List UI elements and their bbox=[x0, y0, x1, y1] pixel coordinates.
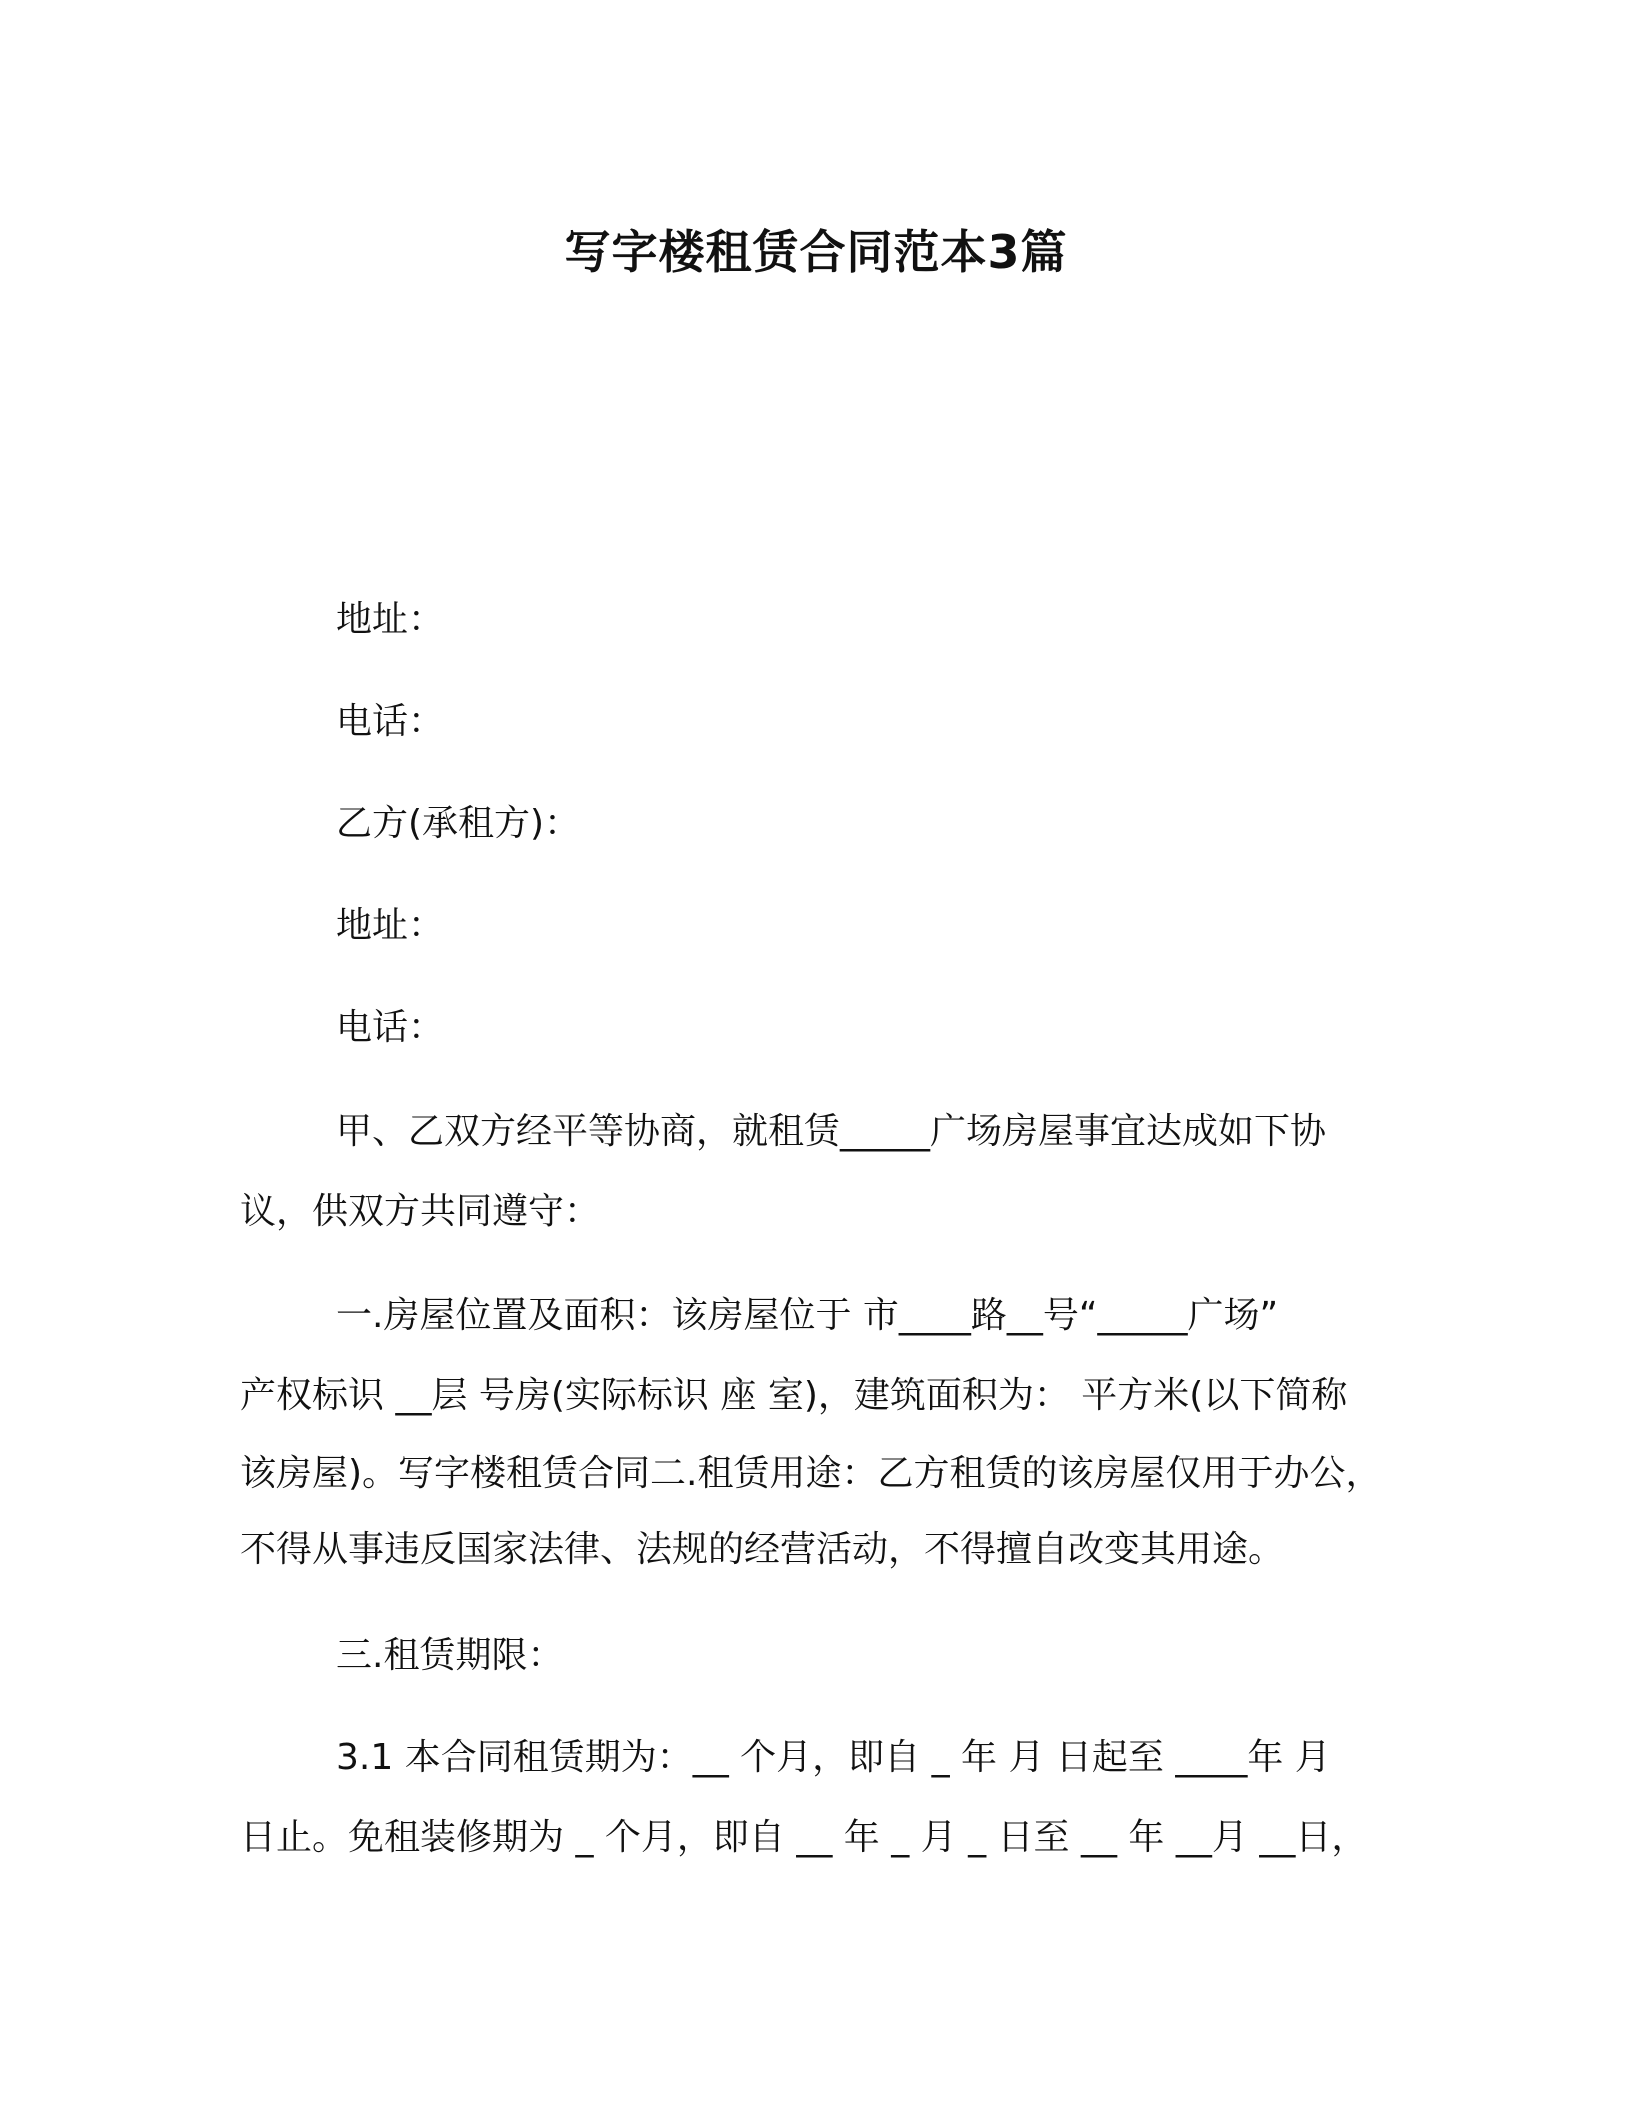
address-line-lessor: 地址： bbox=[336, 599, 445, 640]
agreement-intro-line-1: 甲、乙双方经平等协商，就租赁_____广场房屋事宜达成如下协 bbox=[336, 1111, 1327, 1152]
clause-1-line-3: 该房屋)。写字楼租赁合同二.租赁用途：乙方租赁的该房屋仅用于办公， bbox=[240, 1453, 1382, 1494]
address-line-lessee: 地址： bbox=[336, 905, 445, 946]
clause-1-line-2: 产权标识 __层 号房(实际标识 座 室)，建筑面积为： 平方米(以下简称 bbox=[240, 1375, 1348, 1416]
clause-1-line-4: 不得从事违反国家法律、法规的经营活动，不得擅自改变其用途。 bbox=[240, 1529, 1285, 1570]
agreement-intro-line-2: 议，供双方共同遵守： bbox=[240, 1191, 601, 1232]
party-b-line: 乙方(承租方)： bbox=[336, 803, 581, 844]
phone-line-lessee: 电话： bbox=[336, 1007, 445, 1048]
clause-3-1-line-1: 3.1 本合同租赁期为：__ 个月，即自 _ 年 月 日起至 ____年 月 bbox=[336, 1737, 1331, 1778]
clause-3-heading: 三.租赁期限： bbox=[336, 1635, 564, 1676]
clause-1-line-1: 一.房屋位置及面积：该房屋位于 市____路__号“_____广场” bbox=[336, 1295, 1279, 1336]
phone-line-lessor: 电话： bbox=[336, 701, 445, 742]
clause-3-1-line-2: 日止。免租装修期为 _ 个月，即自 __ 年 _ 月 _ 日至 __ 年 __月 __日， bbox=[240, 1817, 1368, 1858]
document-title: 写字楼租赁合同范本3篇 bbox=[564, 225, 1068, 279]
